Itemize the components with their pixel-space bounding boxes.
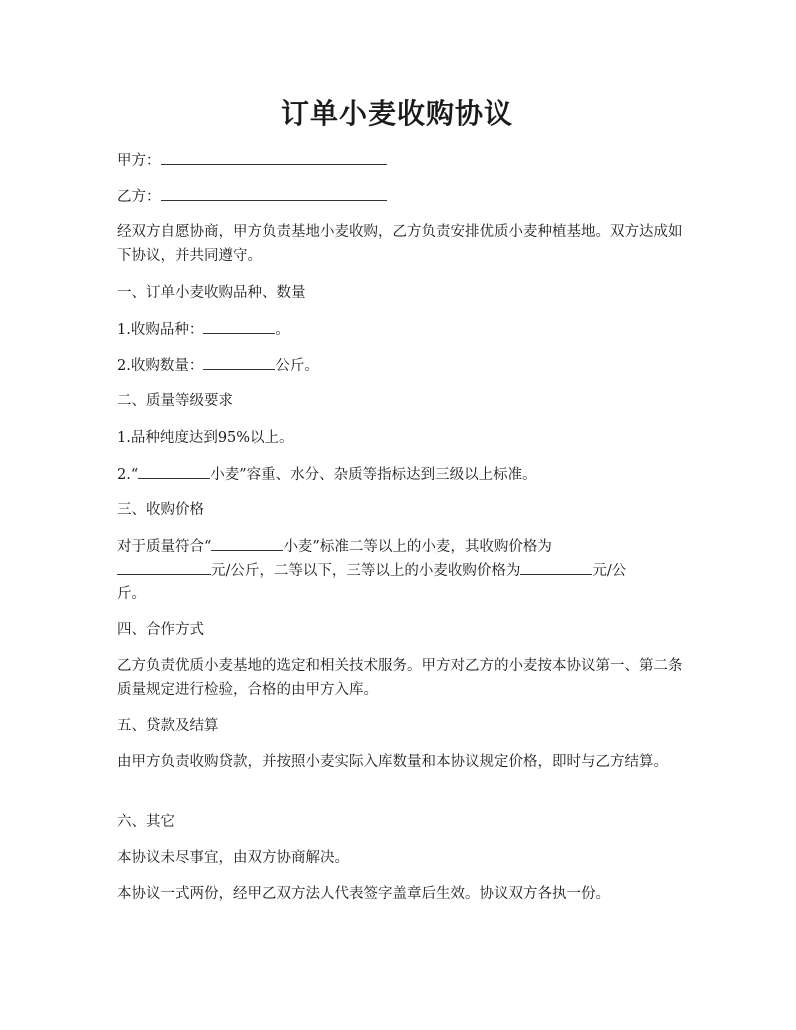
variety-suffix: 。 — [275, 322, 290, 338]
section2-item1: 1.品种纯度达到95%以上。 — [117, 430, 294, 446]
section1-item1 — [117, 317, 290, 342]
party-b-line — [117, 184, 387, 209]
section6-heading: 六、其它 — [117, 814, 175, 830]
quantity-blank — [203, 353, 275, 370]
section5-text: 由甲方负责收购贷款，并按照小麦实际入库数量和本协议规定价格，即时与乙方结算。 — [117, 754, 668, 770]
section1-heading: 一、订单小麦收购品种、数量 — [117, 285, 306, 301]
price-text-3: 元/公斤，二等以下，三等以上的小麦收购价格为 — [211, 563, 521, 579]
section4-heading: 四、合作方式 — [117, 622, 204, 638]
price-line-1 — [117, 534, 552, 559]
party-a-label: 甲方： — [117, 153, 161, 169]
variety-blank — [203, 317, 275, 334]
quote-open: 2.“ — [117, 467, 139, 483]
section6-text1: 本协议未尽事宜，由双方协商解决。 — [117, 850, 349, 866]
variety-label: 1.收购品种： — [117, 322, 204, 338]
section3-heading: 三、收购价格 — [117, 502, 204, 518]
price-line-3: 斤。 — [117, 586, 146, 602]
price-wheat-blank — [211, 534, 283, 551]
section2-item2 — [117, 462, 537, 487]
section4-text: 乙方负责优质小麦基地的选定和相关技术服务。甲方对乙方的小麦按本协议第一、第二条质量规定进行检验，合格的由甲方入库。 — [117, 658, 683, 698]
party-a-line — [117, 148, 387, 173]
wheat-type-blank — [138, 462, 210, 479]
quantity-label: 2.收购数量： — [117, 358, 204, 374]
price-blank-2 — [520, 558, 592, 575]
section6-text2: 本协议一式两份，经甲乙双方法人代表签字盖章后生效。协议双方各执一份。 — [117, 886, 610, 902]
standard-text: 小麦”容重、水分、杂质等指标达到三级以上标准。 — [210, 467, 537, 483]
section2-heading: 二、质量等级要求 — [117, 393, 233, 409]
price-blank-1 — [117, 558, 211, 575]
price-text-2: 小麦”标准二等以上的小麦，其收购价格为 — [283, 539, 552, 555]
price-text-4: 元/公 — [592, 563, 627, 579]
price-line-2 — [117, 558, 626, 583]
party-b-label: 乙方： — [117, 189, 161, 205]
quantity-suffix: 公斤。 — [275, 358, 319, 374]
section5-heading: 五、贷款及结算 — [117, 718, 219, 734]
section1-item2 — [117, 353, 319, 378]
party-b-blank — [161, 184, 387, 201]
document-title: 订单小麦收购协议 — [280, 97, 513, 130]
price-text-1: 对于质量符合“ — [117, 539, 212, 555]
intro-paragraph: 经双方自愿协商，甲方负责基地小麦收购，乙方负责安排优质小麦种植基地。双方达成如下协议，并共同遵守。 — [117, 224, 683, 264]
party-a-blank — [161, 148, 387, 165]
